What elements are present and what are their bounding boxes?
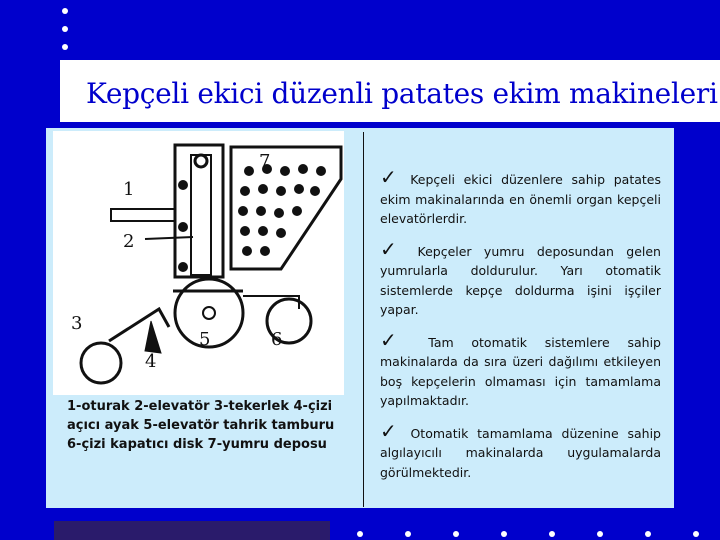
checkmark-icon: ✓ [380, 165, 402, 189]
decorative-dot [62, 44, 68, 50]
decorative-dot [693, 531, 699, 537]
bullet-list [380, 165, 661, 493]
diagram-label: 3 [71, 313, 83, 334]
decorative-dot [357, 531, 363, 537]
elevator-frame [175, 145, 223, 277]
checkmark-icon: ✓ [380, 418, 402, 443]
decorative-dot [501, 531, 507, 537]
planter-illustration [53, 131, 344, 395]
decorative-dot [62, 8, 68, 14]
diagram-label: 7 [259, 151, 271, 172]
bullet-text: Kepçeler yumru deposundan gelen yumrularla doldurulur. Yarı otomatik sistemlerde kepçe doldurma işini işçiler yapar. [380, 243, 661, 317]
decorative-dot [549, 531, 555, 537]
panel-divider [363, 132, 364, 507]
diagram-label: 4 [145, 351, 157, 372]
checkmark-icon: ✓ [380, 327, 411, 352]
legend-line: 1-oturak 2-elevatör 3-tekerlek 4-çizi [67, 399, 333, 414]
diagram-legend [67, 397, 352, 454]
opener-arm [109, 309, 169, 341]
decorative-dot [645, 531, 651, 537]
diagram-label: 5 [199, 329, 211, 350]
elevator-pulley [195, 155, 207, 167]
ground-wheel [81, 343, 121, 383]
legend-line: açıcı ayak 5-elevatör tahrik tamburu [67, 418, 335, 433]
elevator-belt [191, 155, 211, 275]
bullet-text: Kepçeli ekici düzenlere sahip patates ekim makinalarında en önemli organ kepçeli elevatörlerdir. [380, 172, 661, 226]
bullet-item [380, 327, 661, 411]
diagram-label: 2 [123, 231, 135, 252]
diagram-label: 6 [271, 329, 283, 350]
seat-outline [111, 209, 175, 221]
bullet-item [380, 165, 661, 229]
opener-shoe [145, 321, 161, 353]
bullet-item [380, 418, 661, 483]
decorative-dot [453, 531, 459, 537]
diagram-label: 1 [123, 179, 135, 200]
bullet-text: Tam otomatik sistemlere sahip makinalarda da sıra üzeri dağılımı etkileyen boş kepçelerin olmaması için tamamlama yapılmaktadır. [380, 334, 661, 408]
legend-line: 6-çizi kapatıcı disk 7-yumru deposu [67, 437, 327, 452]
decorative-dot [405, 531, 411, 537]
footer-bar [54, 521, 330, 540]
checkmark-icon: ✓ [380, 236, 406, 261]
machine-diagram [53, 131, 344, 395]
bullet-item [380, 236, 661, 320]
bullet-text: Otomatik tamamlama düzenine sahip algılayıcılı makinalarda uygulamalarda görülmektedir. [380, 425, 661, 480]
decorative-dot [597, 531, 603, 537]
decorative-dot [62, 26, 68, 32]
slide-title: Kepçeli ekici düzenli patates ekim makineleri [86, 77, 718, 110]
